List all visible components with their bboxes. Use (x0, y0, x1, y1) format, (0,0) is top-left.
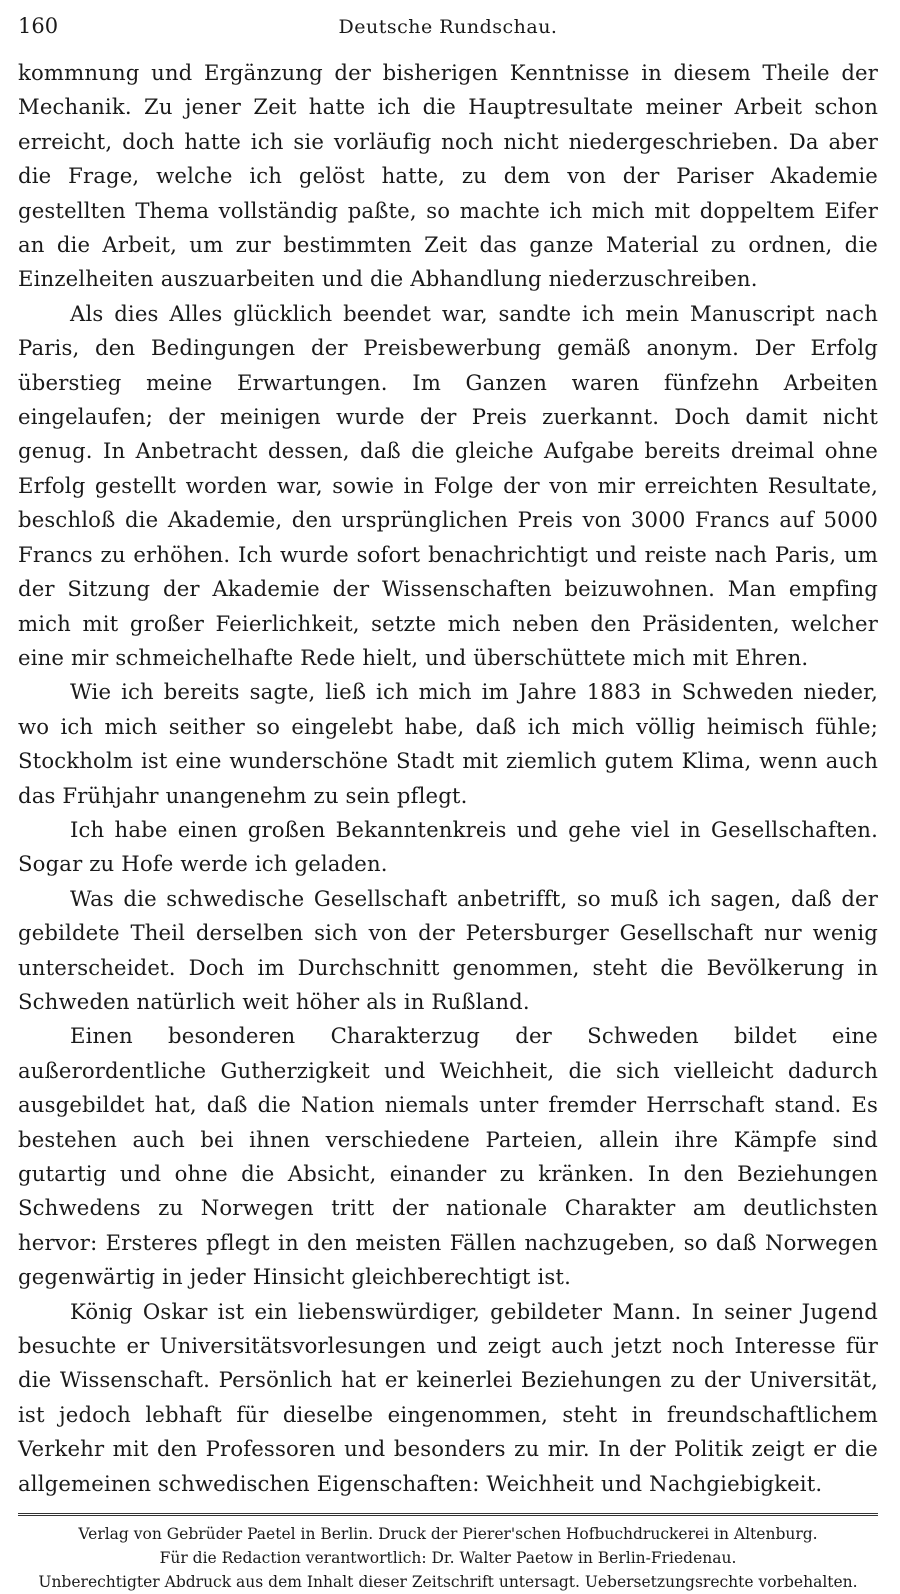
paragraph-1: kommnung und Ergänzung der bisherigen Kenntnisse in diesem Theile der Mechanik. Zu jener Zeit hatte ich die Hauptresultate meiner Arbeit schon erreicht, doch hatte ich sie vorläufig noch nicht niedergeschrieben. Da aber die Frage, welche ich gelöst hatte, zu dem von der Pariser Akademie gestellten Thema vollständig paßte, so machte ich mich mit doppeltem Eifer an die Arbeit, um zur bestimmten Zeit das ganze Material zu ordnen, die Einzelheiten auszuarbeiten und die Abhandlung niederzuschreiben. (18, 60, 878, 292)
imprint-footer (18, 1522, 878, 1594)
page-header (18, 12, 878, 56)
paragraph-6: Einen besonderen Charakterzug der Schweden bildet eine außerordentliche Gutherzigkeit und Weichheit, die sich vielleicht dadurch ausgebildet hat, daß die Nation niemals unter fremder Herrschaft stand. Es bestehen auch bei ihnen verschiedene Parteien, allein ihre Kämpfe sind gutartig und ohne die Absicht, einander zu kränken. In den Beziehungen Schwedens zu Norwegen tritt der nationale Charakter am deutlichsten hervor: Ersteres pflegt in den meisten Fällen nachzugeben, so daß Norwegen gegenwärtig in jeder Hinsicht gleichberechtigt ist. (18, 1023, 878, 1290)
imprint-publisher: Verlag von Gebrüder Paetel in Berlin. Druck der Pierer'schen Hofbuchdruckerei in Altenburg. (78, 1525, 818, 1544)
paragraph-4: Ich habe einen großen Bekanntenkreis und gehe viel in Gesellschaften. Sogar zu Hofe werde ich geladen. (18, 816, 878, 877)
page-number: 160 (18, 14, 59, 38)
paragraph-3: Wie ich bereits sagte, ließ ich mich im Jahre 1883 in Schweden nieder, wo ich mich seither so eingelebt habe, daß ich mich völlig heimisch fühle; Stockholm ist eine wunderschöne Stadt mit ziemlich gutem Klima, wenn auch das Frühjahr unangenehm zu sein pflegt. (18, 679, 878, 808)
paragraph-5: Was die schwedische Gesellschaft anbetrifft, so muß ich sagen, daß der gebildete Theil derselben sich von der Petersburger Gesellschaft nur wenig unterscheidet. Doch im Durchschnitt genommen, steht die Bevölkerung in Schweden natürlich weit höher als in Rußland. (18, 885, 878, 1014)
paragraph-2: Als dies Alles glücklich beendet war, sandte ich mein Manuscript nach Paris, den Bedingungen der Preisbewerbung gemäß anonym. Der Erfolg überstieg meine Erwartungen. Im Ganzen waren fünfzehn Arbeiten eingelaufen; der meinigen wurde der Preis zuerkannt. Doch damit nicht genug. In Anbetracht dessen, daß die gleiche Aufgabe bereits dreimal ohne Erfolg gestellt worden war, sowie in Folge der von mir erreichten Resultate, beschloß die Akademie, den ursprünglichen Preis von 3000 Francs auf 5000 Francs zu erhöhen. Ich wurde sofort benachrichtigt und reiste nach Paris, um der Sitzung der Akademie der Wissenschaften beizuwohnen. Man empfing mich mit großer Feierlichkeit, setzte mich neben den Präsidenten, welcher eine mir schmeichelhafte Rede hielt, und überschüttete mich mit Ehren. (18, 300, 878, 670)
footer-divider (18, 1513, 878, 1516)
imprint-editor: Für die Redaction verantwortlich: Dr. Walter Paetow in Berlin-Friedenau. (159, 1549, 737, 1568)
paragraph-7: König Oskar ist ein liebenswürdiger, gebildeter Mann. In seiner Jugend besuchte er Universitätsvorlesungen und zeigt auch jetzt noch Interesse für die Wissenschaft. Persönlich hat er keinerlei Beziehungen zu der Universität, ist jedoch lebhaft für dieselbe eingenommen, steht in freundschaftlichem Verkehr mit den Professoren und besonders zu mir. In der Politik zeigt er die allgemeinen schwedischen Eigenschaften: Weichheit und Nachgiebigkeit. (18, 1298, 878, 1496)
imprint-rights: Unberechtigter Abdruck aus dem Inhalt dieser Zeitschrift untersagt. Uebersetzungsrechte vorbehalten. (38, 1573, 858, 1592)
body-text (18, 56, 878, 1501)
running-title: Deutsche Rundschau. (338, 16, 558, 38)
